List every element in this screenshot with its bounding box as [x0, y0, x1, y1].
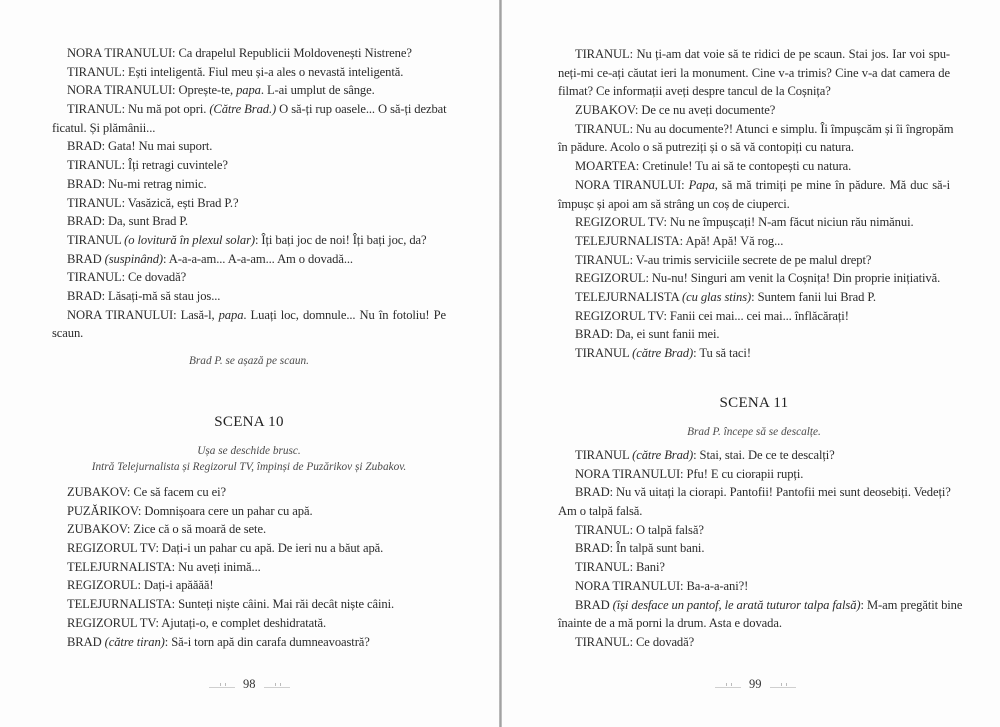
line-text: : M-am pregătit bine — [860, 597, 963, 612]
dialogue-line — [558, 502, 950, 521]
dialogue-line — [52, 156, 446, 175]
ornament-right-icon — [770, 681, 796, 688]
stage-direction-inline: (își desface un pantof, le arată tuturor talpa falsă) — [612, 597, 861, 612]
dialogue-line — [558, 539, 950, 558]
line-text: PUZĂRIKOV: Domnișoara cere un pahar cu apă. — [67, 503, 313, 518]
line-text: MOARTEA: Cretinule! Tu ai să te contopești cu natura. — [575, 159, 852, 174]
line-text: BRAD: Nu-mi retrag nimic. — [67, 176, 207, 191]
dialogue-line — [52, 100, 446, 119]
dialogue-line — [558, 596, 963, 615]
stage-direction-inline: papa — [218, 307, 244, 322]
line-text: Am o talpă falsă. — [558, 504, 643, 519]
line-text: TELEJURNALISTA: Sunteți niște câini. Mai răi decât niște câini. — [67, 597, 395, 612]
dialogue-line — [52, 483, 446, 502]
dialogue-line — [558, 138, 950, 157]
line-text: : Suntem fanii lui Brad P. — [751, 289, 876, 304]
line-text: NORA TIRANULUI: Ca drapelul Republicii Moldovenești Nistrene? — [67, 46, 412, 60]
line-text: : Tu să taci! — [693, 346, 751, 360]
page-number: 98 — [243, 677, 256, 691]
dialogue-line — [52, 306, 446, 325]
stage-direction-inline: (Către Brad.) — [209, 102, 277, 117]
scene-heading: SCENA 11 — [719, 395, 789, 411]
dialogue-line — [52, 137, 446, 156]
dialogue-line — [52, 81, 446, 100]
line-text: TIRANUL — [67, 232, 125, 247]
stage-direction: Brad P. începe să se descalțe. — [687, 426, 821, 438]
line-text: TELEJURNALISTA: Apă! Apă! Vă rog... — [575, 233, 784, 248]
line-text: TIRANUL: Ce dovadă? — [575, 634, 695, 649]
line-text: O să-ți rup oasele... O să-ți dezbat — [276, 102, 447, 117]
dialogue-line — [558, 288, 950, 307]
line-text: TIRANUL: Vasăzică, ești Brad P.? — [67, 195, 239, 210]
line-text: BRAD: Nu vă uitați la ciorapi. Pantofii! Pantofii mei sunt deosebiți. Vedeți? — [575, 485, 951, 500]
dialogue-line — [558, 157, 950, 176]
line-text: NORA TIRANULUI: Ba-a-a-ani?! — [575, 578, 749, 593]
dialogue-line — [558, 521, 950, 540]
line-text: , să mă trimiți pe mine în pădure. Mă duc să-i — [714, 177, 950, 192]
dialogue-line — [52, 287, 446, 306]
left-page — [0, 0, 499, 727]
dialogue-line — [558, 213, 950, 232]
line-text: în pădure. Acolo o să putreziți și o să vă contopiți cu natura. — [558, 140, 854, 155]
dialogue-line — [558, 577, 950, 596]
dialogue-line — [558, 82, 950, 101]
dialogue-line — [558, 120, 954, 139]
stage-direction-inline: papa — [236, 83, 261, 98]
line-text: REGIZORUL: Nu-nu! Singuri am venit la Coșnița! Din proprie inițiativă. — [575, 271, 941, 286]
line-text: filmat? Ce informații aveți despre tancul de la Coșnița? — [558, 84, 831, 99]
dialogue-line — [52, 520, 446, 539]
line-text: TIRANUL — [575, 346, 633, 360]
dialogue-line — [52, 44, 446, 63]
stage-direction-inline: (cu glas stins) — [681, 289, 752, 304]
right-page — [502, 0, 1000, 727]
dialogue-line — [558, 483, 950, 502]
line-text: NORA TIRANULUI: — [575, 177, 689, 192]
dialogue-line — [52, 250, 446, 269]
line-text: TIRANUL: Nu ți-am dat voie să te ridici de pe scaun. Stai jos. Iar voi spu- — [575, 47, 950, 61]
line-text: REGIZORUL TV: Nu ne împușcați! N-am făcut niciun rău nimănui. — [575, 215, 914, 230]
line-text: BRAD: Da, sunt Brad P. — [67, 214, 188, 229]
line-text: TIRANUL: Nu mă pot opri. — [67, 102, 210, 117]
dialogue-line — [52, 194, 446, 213]
dialogue-line — [558, 64, 950, 83]
dialogue-line — [52, 231, 446, 250]
dialogue-line — [558, 251, 950, 270]
line-text: BRAD — [67, 634, 105, 649]
line-text: NORA TIRANULUI: Pfu! E cu ciorapii rupți. — [575, 466, 804, 481]
dialogue-line — [558, 269, 950, 288]
line-text: : Să-i torn apă din carafa dumneavoastră? — [164, 634, 370, 649]
line-text: . L-ai umplut de sânge. — [260, 83, 375, 98]
dialogue-line — [52, 633, 446, 652]
page-text-block — [558, 45, 954, 363]
stage-direction: Brad P. se așază pe scaun. — [189, 355, 309, 367]
scene-heading: SCENA 10 — [214, 414, 284, 430]
dialogue-line — [52, 558, 446, 577]
dialogue-line — [52, 212, 446, 231]
dialogue-line — [52, 324, 446, 343]
stage-direction-inline: (suspinând) — [104, 251, 164, 266]
ornament-right-icon — [264, 681, 290, 688]
ornament-left-icon — [715, 681, 741, 688]
dialogue-line — [52, 119, 446, 138]
line-text: BRAD: Gata! Nu mai suport. — [67, 139, 213, 154]
line-text: înainte de a mă porni la drum. Asta e dovada. — [558, 616, 782, 631]
line-text: REGIZORUL TV: Dați-i un pahar cu apă. De ieri nu a băut apă. — [67, 541, 384, 556]
page-number-footer — [209, 677, 290, 692]
stage-direction: Intră Telejurnalista și Regizorul TV, împinși de Puzărikov și Zubakov. — [91, 461, 407, 473]
line-text: TIRANUL: Ce dovadă? — [67, 270, 187, 285]
stage-direction-inline: Papa — [688, 177, 715, 192]
line-text: REGIZORUL TV: Ajutați-o, e complet deshidratată. — [67, 615, 327, 630]
line-text: scaun. — [52, 326, 84, 341]
dialogue-line — [558, 232, 950, 251]
line-text: BRAD — [575, 597, 613, 612]
dialogue-line — [558, 176, 950, 195]
dialogue-line — [52, 63, 446, 82]
line-text: TIRANUL: Nu au documente?! Atunci e simplu. Îi împușcăm și îi îngropăm — [575, 121, 954, 136]
line-text: : Îți bați joc de noi! Îți bați joc, da? — [254, 232, 427, 247]
line-text: . Luați loc, domnule... Nu în fotoliu! Pe — [243, 307, 446, 322]
dialogue-line — [558, 558, 950, 577]
dialogue-line — [558, 633, 950, 652]
page-text-block — [52, 44, 446, 369]
line-text: TIRANUL: Îți retragi cuvintele? — [67, 158, 228, 173]
line-text: ZUBAKOV: Ce să facem cu ei? — [67, 485, 226, 499]
dialogue-line — [52, 539, 446, 558]
line-text: ZUBAKOV: De ce nu aveți documente? — [575, 103, 776, 118]
stage-direction: Ușa se deschide brusc. — [197, 445, 301, 457]
line-text: TIRANUL — [575, 448, 633, 462]
line-text: împușc și apoi am să strâng un coș de ciuperci. — [558, 196, 790, 211]
dialogue-line — [52, 175, 446, 194]
dialogue-line — [558, 465, 950, 484]
dialogue-line — [52, 614, 446, 633]
dialogue-line — [558, 614, 950, 633]
scene-block — [558, 393, 963, 652]
dialogue-line — [52, 268, 446, 287]
line-text: REGIZORUL TV: Fanii cei mai... cei mai... înflăcărați! — [575, 308, 849, 323]
scene-block — [52, 412, 446, 651]
dialogue-line — [558, 446, 950, 465]
line-text: neți-mi ce-ați căutat ieri la monument. Cine v-a trimis? Cine v-a dat camera de — [558, 65, 950, 80]
line-text: BRAD: Da, ei sunt fanii mei. — [575, 327, 720, 342]
dialogue-line — [52, 595, 446, 614]
line-text: ficatul. Și plămânii... — [52, 120, 156, 135]
dialogue-line — [558, 307, 950, 326]
stage-direction-inline: (o lovitură în plexul solar) — [124, 232, 255, 247]
line-text: NORA TIRANULUI: Lasă-l, — [67, 307, 219, 322]
dialogue-line — [558, 325, 950, 344]
dialogue-line — [52, 502, 446, 521]
line-text: REGIZORUL: Dați-i apăăăă! — [67, 578, 214, 593]
dialogue-line — [558, 45, 950, 64]
line-text: ZUBAKOV: Zice că o să moară de sete. — [67, 522, 266, 537]
line-text: TIRANUL: Ești inteligentă. Fiul meu și-a ales o nevastă inteligentă. — [67, 64, 404, 79]
line-text: TIRANUL: V-au trimis serviciile secrete de pe malul drept? — [575, 252, 872, 267]
line-text: TELEJURNALISTA — [575, 289, 682, 304]
dialogue-line — [558, 101, 950, 120]
line-text: NORA TIRANULUI: Oprește-te, — [67, 83, 237, 98]
line-text: : A-a-a-am... A-a-am... Am o dovadă... — [163, 251, 353, 266]
line-text: TELEJURNALISTA: Nu aveți inimă... — [67, 559, 261, 574]
line-text: : Stai, stai. De ce te descalți? — [693, 448, 835, 462]
page-number-footer — [715, 677, 796, 692]
dialogue-line — [52, 576, 446, 595]
line-text: TIRANUL: O talpă falsă? — [575, 522, 704, 537]
line-text: BRAD — [67, 251, 105, 266]
line-text: TIRANUL: Bani? — [575, 560, 665, 575]
dialogue-line — [558, 195, 950, 214]
dialogue-line — [558, 344, 950, 363]
stage-direction-inline: (către Brad) — [632, 346, 694, 360]
ornament-left-icon — [209, 681, 235, 688]
stage-direction-inline: (către tiran) — [104, 634, 165, 649]
line-text: BRAD: Lăsați-mă să stau jos... — [67, 288, 221, 303]
line-text: BRAD: În talpă sunt bani. — [575, 541, 705, 556]
stage-direction-inline: (către Brad) — [632, 448, 694, 462]
page-number: 99 — [749, 677, 762, 691]
